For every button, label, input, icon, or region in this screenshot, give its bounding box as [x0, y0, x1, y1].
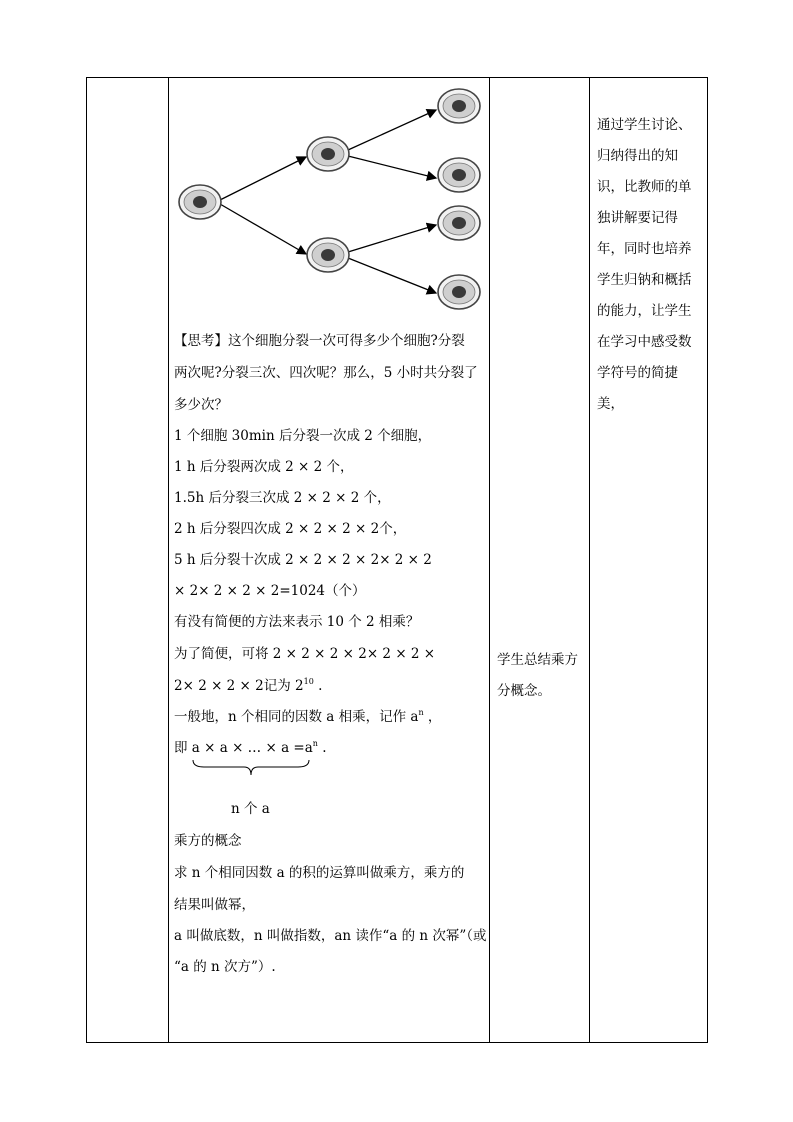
- division-arrow: [348, 110, 436, 150]
- step-line: 5 h 后分裂十次成 2 × 2 × 2 × 2× 2 × 2: [174, 552, 432, 568]
- concept-definition: 结果叫做幂，: [174, 897, 255, 913]
- step-line: 1.5h 后分裂三次成 2 × 2 × 2 个，: [174, 490, 391, 506]
- cell: [307, 137, 349, 171]
- division-arrow: [220, 157, 306, 200]
- think-prompt-line: 多少次？: [174, 397, 228, 413]
- product-formula: 即 a × a × … × $a =a^n$ .: [174, 739, 327, 756]
- student-activity: 学生总结乘方 分概念。: [497, 652, 578, 699]
- base-exponent-line: “a 的 n 次方”）.: [174, 959, 276, 975]
- division-arrow: [348, 156, 436, 178]
- column-divider: [489, 77, 490, 1043]
- step-line: × 2× 2 × 2 × 2=1024（个）: [174, 583, 366, 599]
- division-arrow: [220, 204, 306, 254]
- cell: [438, 206, 480, 240]
- concept-title: 乘方的概念: [174, 833, 242, 849]
- column-divider: [589, 77, 590, 1043]
- question-line: 有没有简便的方法来表示 10 个 2 相乘？: [174, 614, 420, 630]
- simplify-line: 为了简便，可将 2 × 2 × 2 × 2× 2 × 2 ×: [174, 646, 436, 662]
- step-line: 2 h 后分裂四次成 2 × 2 × 2 × 2个，: [174, 521, 407, 537]
- think-prompt-line: 【思考】这个细胞分裂一次可得多少个细胞?分裂: [174, 333, 465, 349]
- division-arrow: [348, 258, 436, 293]
- cell: [438, 275, 480, 309]
- concept-definition: 求 n 个相同因数 a 的积的运算叫做乘方，乘方的: [174, 865, 465, 881]
- cell: [179, 185, 221, 219]
- design-intent: 通过学生讨论、 归纳得出的知 识，比教师的单 独讲解要记得 年，同时也培养 学生归钠和概括 的能力，让学生 在学习中感受数 学符号的简捷 美，: [597, 117, 692, 412]
- cell: [307, 238, 349, 272]
- step-line: 1 个细胞 30min 后分裂一次成 2 个细胞，: [174, 428, 432, 444]
- brace-label: n 个 a: [231, 801, 270, 817]
- base-exponent-line: a 叫做底数，n 叫做指数，an 读作“a 的 n 次幂”（或: [174, 928, 487, 944]
- cell: [438, 89, 480, 123]
- cell-division-diagram: [170, 82, 486, 322]
- cell: [438, 158, 480, 192]
- column-divider: [168, 77, 169, 1043]
- think-prompt-line: 两次呢?分裂三次、四次呢？那么，5 小时共分裂了: [174, 365, 478, 381]
- simplify-line: 2× 2 × 2 × 2记为 $2^{10}$ .: [174, 677, 323, 694]
- underbrace: [192, 759, 310, 777]
- step-line: 1 h 后分裂两次成 2 × 2 个，: [174, 459, 354, 475]
- general-line: 一般地，n 个相同的因数 a 相乘，记作 $a^n$ ，: [174, 708, 442, 725]
- division-arrow: [348, 225, 436, 252]
